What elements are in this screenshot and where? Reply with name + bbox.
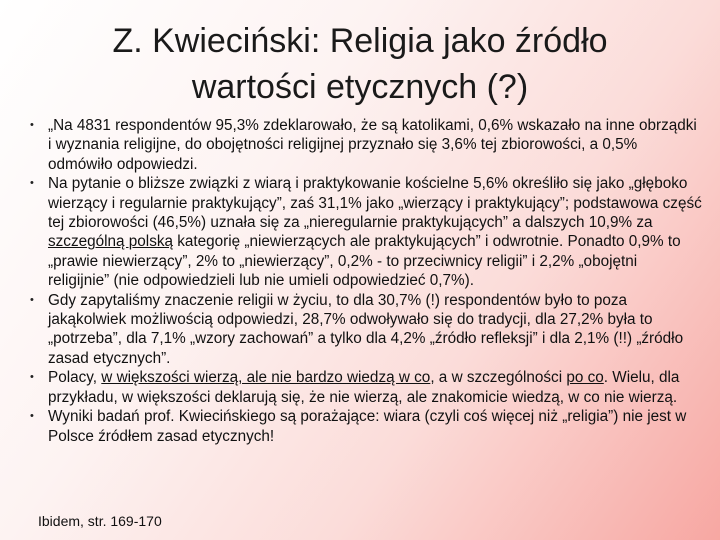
- title-line-1: Z. Kwieciński: Religia jako źródło: [112, 22, 608, 60]
- bullet-item-5: [22, 407, 702, 446]
- bullet-list: [22, 116, 702, 446]
- slide-title: [40, 18, 680, 110]
- bullet-item-4: [22, 368, 702, 407]
- bullet-marker: •: [30, 177, 34, 190]
- bullet-text-part: . Wielu, dla przykładu, w większości deklarują się, że nie wierzą, ale znakomicie wiedzą, w co nie wierzą.: [48, 369, 680, 406]
- bullet-item-2: [22, 174, 702, 290]
- bullet-text: „Na 4831 respondentów 95,3% zdeklarowało, że są katolikami, 0,6% wskazało na inne obrządki i wyznania religijne, do obojętności religijnej przyznało się 3,6% tej zbiorowości, a 0,5% odmówiło odpowiedzi.: [48, 117, 697, 173]
- bullet-text-part: , a w szczególności: [430, 369, 567, 387]
- bullet-item-1: [22, 116, 702, 174]
- bullet-text: Gdy zapytaliśmy znaczenie religii w życiu, to dla 30,7% (!) respondentów było to poza jakąkolwiek możliwością odpowiedzi, 28,7% odwoływało się do tradycji, dla 27,2% była to „potrzeba”, dla 7,1% „wzory zachowań” a tylko dla 4,2% „źródło refleksji” i dla 2,1% (!!) „źródło zasad etycznych”.: [48, 291, 684, 367]
- underlined-phrase: szczególną polską: [48, 233, 173, 251]
- title-line-2: wartości etycznych (?): [191, 68, 529, 106]
- bullet-item-3: [22, 291, 702, 369]
- bullet-text-part: Na pytanie o bliższe związki z wiarą i praktykowanie kościelne 5,6% określiło się jako „głęboko wierzący i regularnie praktykujący”, zaś 31,1% jako „wierzący i praktykujący”; podstawowa część tej zbiorowości (46,5%) uznała się za „nieregularnie praktykujących” a dalszych 10,9% za: [48, 175, 702, 232]
- citation: Ibidem, str. 169-170: [38, 513, 162, 529]
- bullet-marker: •: [30, 119, 34, 131]
- bullet-text: Wyniki badań prof. Kwiecińskiego są porażające: wiara (czyli coś więcej niż „religia”) nie jest w Polsce źródłem zasad etycznych!: [48, 408, 687, 445]
- bullet-text-part: Polacy,: [48, 369, 102, 387]
- bullet-text-part: kategorię „niewierzących ale praktykujących” i odwrotnie. Ponadto 0,9% to „prawie niewierzący”, 2% to „niewierzący”, 0,2% - to przeciwnicy religii” i 2,2% „obojętni religijnie” (nie odpowiedzieli lub nie umieli odpowiedzieć 0,7%).: [48, 233, 681, 290]
- bullet-marker: •: [30, 371, 34, 384]
- bullet-marker: •: [30, 293, 34, 306]
- bullet-marker: •: [30, 410, 34, 423]
- underlined-phrase: po co: [566, 369, 604, 387]
- underlined-phrase: w większości wierzą, ale nie bardzo wiedzą w co: [101, 369, 431, 387]
